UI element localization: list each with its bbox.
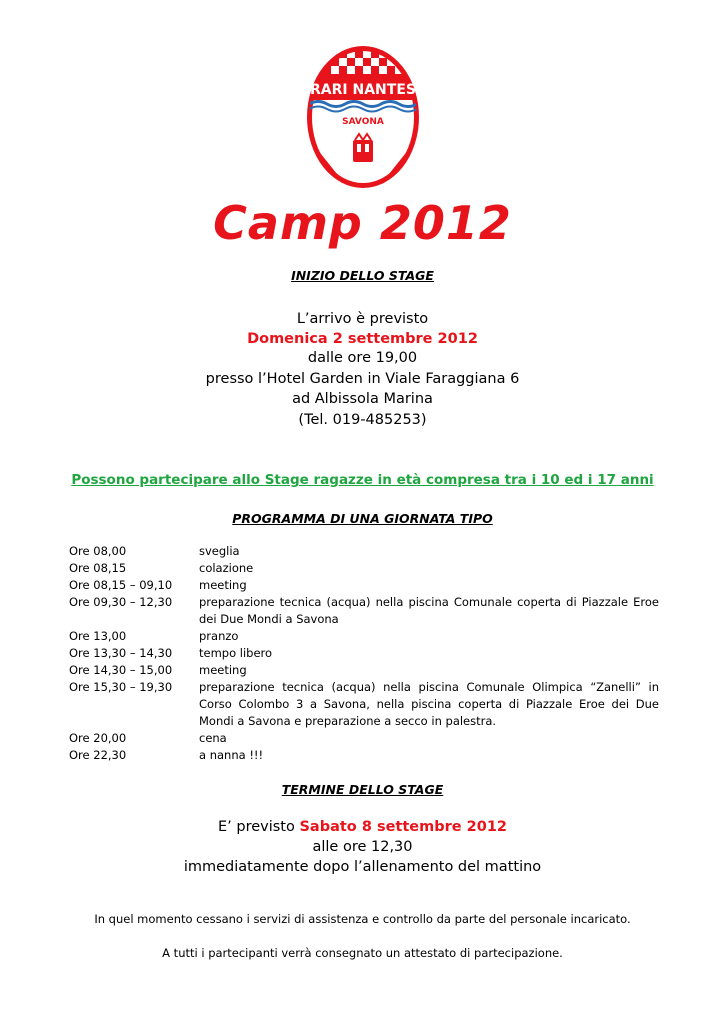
program-heading: PROGRAMMA DI UNA GIORNATA TIPO	[232, 511, 493, 526]
schedule-desc: preparazione tecnica (acqua) nella piscina Comunale coperta di Piazzale Eroe dei Due Mondi a Savona	[199, 595, 659, 626]
schedule-time: Ore 22,30	[69, 748, 127, 762]
note-assistance: In quel momento cessano i servizi di assistenza e controllo da parte del personale incaricato.	[94, 912, 631, 926]
schedule-row	[69, 594, 659, 628]
schedule-row	[69, 679, 659, 730]
page-title: Camp 2012	[213, 196, 512, 250]
arrival-town: ad Albissola Marina	[292, 391, 433, 407]
schedule-time: Ore 08,00	[69, 544, 127, 558]
schedule-row	[69, 577, 659, 594]
schedule-desc: cena	[199, 731, 227, 745]
schedule-time: Ore 08,15 – 09,10	[69, 578, 173, 592]
schedule-desc: sveglia	[199, 544, 240, 558]
schedule-time: Ore 09,30 – 12,30	[69, 595, 173, 609]
schedule-row	[69, 645, 659, 662]
schedule-desc: preparazione tecnica (acqua) nella piscina Comunale Olimpica “Zanelli” in Corso Colombo 3 a Savona, nella piscina coperta di Piazzale Eroe dei Due Mondi a Savona e preparazione a secco in palestra.	[199, 680, 659, 728]
schedule-desc: pranzo	[199, 629, 239, 643]
departure-date: Sabato 8 settembre 2012	[299, 819, 507, 835]
schedule-time: Ore 13,00	[69, 629, 127, 643]
schedule-desc: meeting	[199, 663, 247, 677]
arrival-date: Domenica 2 settembre 2012	[247, 331, 478, 347]
arrival-place: presso l’Hotel Garden in Viale Faraggiana 6	[205, 371, 520, 387]
note-certificate: A tutti i partecipanti verrà consegnato un attestato di partecipazione.	[162, 946, 563, 960]
schedule-desc: colazione	[199, 561, 254, 575]
logo-text-top: RARI NANTES	[310, 82, 416, 98]
schedule-row	[69, 747, 659, 764]
arrival-phone: (Tel. 019-485253)	[298, 412, 427, 428]
departure-time: alle ore 12,30	[312, 839, 413, 855]
arrival-line: L’arrivo è previsto	[296, 311, 429, 327]
schedule-table	[69, 543, 659, 764]
end-heading: TERMINE DELLO STAGE	[281, 782, 444, 797]
schedule-desc: meeting	[199, 578, 247, 592]
schedule-time: Ore 14,30 – 15,00	[69, 663, 173, 677]
departure-line	[0, 819, 725, 835]
departure-prefix: E’ previsto	[218, 819, 300, 835]
schedule-row	[69, 560, 659, 577]
schedule-row	[69, 730, 659, 747]
schedule-time: Ore 20,00	[69, 731, 127, 745]
schedule-time: Ore 08,15	[69, 561, 127, 575]
schedule-desc: tempo libero	[199, 646, 273, 660]
eligibility-line: Possono partecipare allo Stage ragazze in età compresa tra i 10 ed i 17 anni	[71, 472, 654, 488]
schedule-row	[69, 628, 659, 645]
schedule-row	[69, 662, 659, 679]
rari-nantes-logo	[305, 44, 421, 190]
start-heading: INIZIO DELLO STAGE	[291, 268, 434, 283]
schedule-time: Ore 13,30 – 14,30	[69, 646, 173, 660]
schedule-time: Ore 15,30 – 19,30	[69, 680, 173, 694]
arrival-time: dalle ore 19,00	[307, 350, 418, 366]
schedule-row	[69, 543, 659, 560]
schedule-desc: a nanna !!!	[199, 748, 264, 762]
logo-text-bottom: SAVONA	[342, 117, 384, 127]
departure-note: immediatamente dopo l’allenamento del mattino	[183, 859, 542, 875]
